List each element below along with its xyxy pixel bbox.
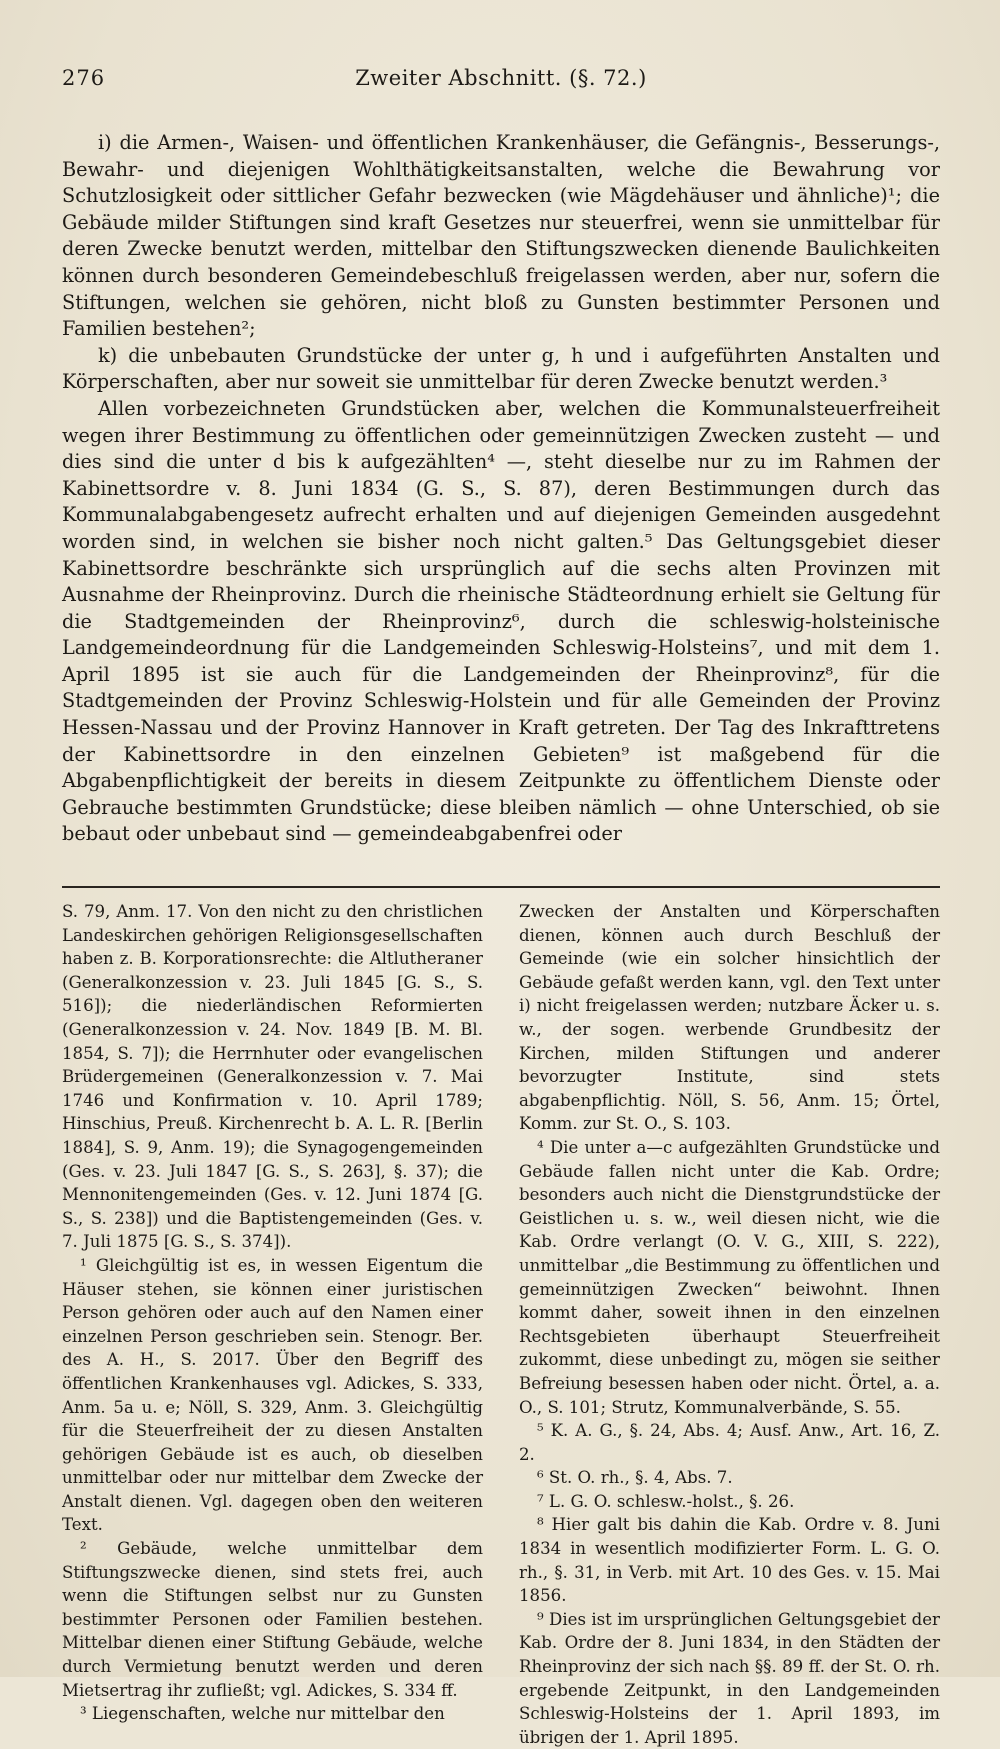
paragraph-item-k: k) die unbebauten Grundstücke der unter g, h und i aufgeführten Anstalten und Körperschaften, aber nur soweit sie unmittelbar für deren Zwecke benutzt werden.³	[62, 343, 940, 394]
footnote-9: ⁹ Dies ist im ursprünglichen Geltungsgebiet der Kab. Ordre der 8. Juni 1834, in den Städten der Rheinprovinz der sich nach §§. 89 ff. der St. O. rh. ergebende Zeitpunkt, in den Landgemeinden Schleswig-Holsteins der 1. April 1893, im übrigen der 1. April 1895.	[519, 1609, 940, 1747]
footnote-2: ² Gebäude, welche unmittelbar dem Stiftungszwecke dienen, sind stets frei, auch wenn die Stiftungen selbst nur zu Gunsten bestimmter Personen oder Familien bestehen. Mittelbar dienen einer Stiftung Gebäude, welche durch Vermietung benutzt werden und deren Mietsertrag ihr zufließt; vgl. Adickes, S. 334 ff.	[62, 1539, 483, 1700]
footnote-3-continued: Zwecken der Anstalten und Körperschaften dienen, können auch durch Beschluß der Gemeinde (wie ein solcher hinsichtlich der Gebäude gefaßt werden kann, vgl. den Text unter i) nicht freigelassen werden; nutzbare Äcker u. s. w., der sogen. werbende Grundbesitz der Kirchen, milden Stiftungen und anderer bevorzugter Institute, sind stets abgabenpflichtig. Nöll, S. 56, Anm. 15; Örtel, Komm. zur St. O., S. 103.	[519, 902, 940, 1134]
footnote-divider	[62, 886, 940, 888]
page-header	[62, 58, 940, 102]
running-head: Zweiter Abschnitt. (§. 72.)	[355, 66, 647, 90]
footnote-continuation: S. 79, Anm. 17. Von den nicht zu den christlichen Landeskirchen gehörigen Religionsgesellschaften haben z. B. Korporationsrechte: die Altlutheraner (Generalkonzession v. 23. Juli 1845 [G. S., S. 516]); die niederländischen Reformierten (Generalkonzession v. 24. Nov. 1849 [B. M. Bl. 1854, S. 7]); die Herrnhuter oder evangelischen Brüdergemeinen (Generalkonzession v. 7. Mai 1746 und Konfirmation v. 10. April 1789; Hinschius, Preuß. Kirchenrecht b. A. L. R. [Berlin 1884], S. 9, Anm. 19); die Synagogengemeinden (Ges. v. 23. Juli 1847 [G. S., S. 263], §. 37); die Mennonitengemeinden (Ges. v. 12. Juni 1874 [G. S., S. 238]) und die Baptistengemeinden (Ges. v. 7. Juli 1875 [G. S., S. 374]).	[62, 902, 483, 1252]
footnotes-left-column	[62, 900, 483, 1749]
footnotes-right-column	[519, 900, 940, 1749]
footnote-1: ¹ Gleichgültig ist es, in wessen Eigentum die Häuser stehen, sie können einer juristischen Person gehören oder auch auf den Namen einer einzelnen Person geschrieben sein. Stenogr. Ber. des A. H., S. 2017. Über den Begriff des öffentlichen Krankenhauses vgl. Adickes, S. 333, Anm. 5a u. e; Nöll, S. 329, Anm. 3. Gleichgültig für die Steuerfreiheit der zu diesen Anstalten gehörigen Gebäude ist es auch, ob dieselben unmittelbar oder nur mittelbar dem Zwecke der Anstalt dienen. Vgl. dagegen oben den weiteren Text.	[62, 1255, 483, 1535]
footnotes	[62, 900, 940, 1749]
footnote-4: ⁴ Die unter a—c aufgezählten Grundstücke und Gebäude fallen nicht unter die Kab. Ordre; besonders auch nicht die Dienstgrundstücke der Geistlichen u. s. w., weil diesen nicht, wie die Kab. Ordre verlangt (O. V. G., XIII, S. 222), unmittelbar „die Bestimmung zu öffentlichen und gemeinnützigen Zwecken“ beiwohnt. Ihnen kommt daher, soweit ihnen in den einzelnen Rechtsgebieten überhaupt Steuerfreiheit zukommt, diese unbedingt zu, mögen sie seither Befreiung besessen haben oder nicht. Örtel, a. a. O., S. 101; Strutz, Kommunalverbände, S. 55.	[519, 1137, 940, 1417]
footnote-5: ⁵ K. A. G., §. 24, Abs. 4; Ausf. Anw., Art. 16, Z. 2.	[519, 1421, 940, 1464]
main-text	[62, 130, 940, 848]
footnote-8: ⁸ Hier galt bis dahin die Kab. Ordre v. 8. Juni 1834 in wesentlich modifizierter Form. L. G. O. rh., §. 31, in Verb. mit Art. 10 des Ges. v. 15. Mai 1856.	[519, 1515, 940, 1606]
footnote-6: ⁶ St. O. rh., §. 4, Abs. 7.	[537, 1468, 733, 1488]
paragraph-item-i: i) die Armen-, Waisen- und öffentlichen Krankenhäuser, die Gefängnis-, Besserungs-, Bewahr- und diejenigen Wohlthätigkeitsanstalten, welche die Bewahrung vor Schutzlosigkeit oder sittlicher Gefahr bezwecken (wie Mägdehäuser und ähnliche)¹; die Gebäude milder Stiftungen sind kraft Gesetzes nur steuerfrei, wenn sie unmittelbar für deren Zwecke benutzt werden, mittelbar den Stiftungszwecken dienende Baulichkeiten können durch besonderen Gemeindebeschluß freigelassen werden, aber nur, sofern die Stiftungen, welchen sie gehören, nicht bloß zu Gunsten bestimmter Personen und Familien bestehen²;	[62, 131, 940, 341]
paragraph-cabinet-order: Allen vorbezeichneten Grundstücken aber, welchen die Kommunalsteuerfreiheit wegen ihrer Bestimmung zu öffentlichen oder gemeinnützigen Zwecken zusteht — und dies sind die unter d bis k aufgezählten⁴ —, steht dieselbe nur zu im Rahmen der Kabinettsordre v. 8. Juni 1834 (G. S., S. 87), deren Bestimmungen durch das Kommunalabgabengesetz aufrecht erhalten und auf diejenigen Gemeinden ausgedehnt worden sind, in welchen sie bisher noch nicht galten.⁵ Das Geltungsgebiet dieser Kabinettsordre beschränkte sich ursprünglich auf die sechs alten Provinzen mit Ausnahme der Rheinprovinz. Durch die rheinische Städteordnung erhielt sie Geltung für die Stadtgemeinden der Rheinprovinz⁶, durch die schleswig-holsteinische Landgemeindeordnung für die Landgemeinden Schleswig-Holsteins⁷, und mit dem 1. April 1895 ist sie auch für die Landgemeinden der Rheinprovinz⁸, für die Stadtgemeinden der Provinz Schleswig-Holstein und für alle Gemeinden der Provinz Hessen-Nassau und der Provinz Hannover in Kraft getreten. Der Tag des Inkrafttretens der Kabinettsordre in den einzelnen Gebieten⁹ ist maßgebend für die Abgabenpflichtigkeit der bereits in diesem Zeitpunkte zu öffentlichem Dienste oder Gebrauche bestimmten Grundstücke; diese bleiben nämlich — ohne Unterschied, ob sie bebaut oder unbebaut sind — gemeindeabgabenfrei oder	[62, 396, 940, 846]
page-number: 276	[62, 66, 106, 90]
footnote-7: ⁷ L. G. O. schlesw.-holst., §. 26.	[537, 1491, 795, 1511]
footnote-3-start: ³ Liegenschaften, welche nur mittelbar den	[80, 1704, 445, 1724]
